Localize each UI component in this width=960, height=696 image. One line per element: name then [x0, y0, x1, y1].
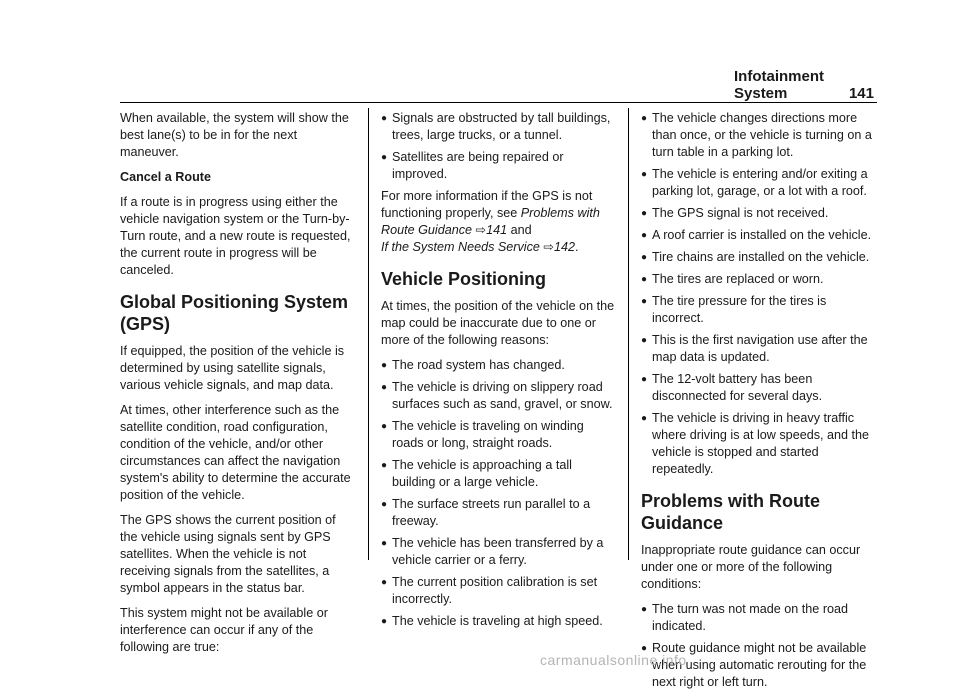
bullet-icon: ●	[641, 374, 648, 385]
bullet-icon: ●	[381, 152, 388, 163]
paragraph: At times, other interference such as the satellite condition, road configuration, condition of the vehicle, and/or other circumstances can affect the navigation system's ability to determine the accurate position of the vehicle.	[120, 403, 351, 502]
bullet-icon: ●	[641, 113, 648, 124]
list-item: ● The vehicle is driving on slippery road surfaces such as sand, gravel, or snow.	[381, 380, 613, 411]
paragraph: This system might not be available or interference can occur if any of the following are true:	[120, 606, 328, 654]
bullet-icon: ●	[381, 113, 388, 124]
list-item: ● Satellites are being repaired or improved.	[381, 150, 564, 181]
bullet-list	[381, 357, 617, 630]
list-item: ● The tires are replaced or worn.	[641, 272, 824, 286]
column-2	[381, 110, 617, 635]
list-item: ● The vehicle is driving in heavy traffic where driving is at low speeds, and the vehicle is stopped and started repeatedly.	[641, 411, 870, 476]
paragraph: If a route is in progress using either the vehicle navigation system or the Turn-by-Turn route, and a new route is requested, the current route in progress will be canceled.	[120, 195, 351, 277]
list-item: ● This is the first navigation use after the map data is updated.	[641, 333, 868, 364]
list-item: ● The tire pressure for the tires is incorrect.	[641, 294, 827, 325]
list-item: ● The surface streets run parallel to a freeway.	[381, 497, 591, 528]
bullet-icon: ●	[641, 252, 648, 263]
list-item: ● The vehicle is traveling on winding roads or long, straight roads.	[381, 419, 584, 450]
list-item: ● The turn was not made on the road indicated.	[641, 602, 849, 633]
page-ref[interactable]: 142	[553, 240, 575, 254]
bullet-list	[381, 110, 617, 183]
list-item: ● The GPS signal is not received.	[641, 206, 829, 220]
bullet-icon: ●	[641, 335, 648, 346]
list-item: ● The road system has changed.	[381, 358, 565, 372]
paragraph: When available, the system will show the best lane(s) to be in for the next maneuver.	[120, 111, 349, 159]
header-rule	[120, 102, 877, 103]
column-1	[120, 110, 356, 664]
heading-vehicle-positioning: Vehicle Positioning	[381, 269, 547, 289]
column-divider-1	[368, 108, 369, 560]
bullet-icon: ●	[381, 460, 388, 471]
list-item: ● Route guidance might not be available when using automatic rerouting for the next right or left turn.	[641, 641, 867, 689]
bullet-icon: ●	[381, 577, 388, 588]
watermark: carmanualsonline.info	[540, 652, 687, 668]
page-ref-arrow-icon: ⇨	[543, 240, 554, 254]
heading-gps: Global Positioning System (GPS)	[120, 292, 349, 334]
bullet-icon: ●	[641, 274, 648, 285]
column-3	[641, 110, 877, 696]
link-problems-route-guidance[interactable]: Problems with Route Guidance	[381, 206, 600, 237]
list-item: ● The vehicle is approaching a tall building or a large vehicle.	[381, 458, 572, 489]
heading-problems-route-guidance: Problems with Route Guidance	[641, 491, 821, 533]
list-item: ● The vehicle is traveling at high speed.	[381, 614, 603, 628]
paragraph-more-info: For more information if the GPS is not functioning properly, see Problems with Route Guidance ⇨141 and If the System Needs Service ⇨142.	[381, 189, 600, 254]
bullet-icon: ●	[381, 360, 388, 371]
paragraph: Inappropriate route guidance can occur under one or more of the following conditions:	[641, 543, 861, 591]
bullet-icon: ●	[381, 421, 388, 432]
list-item: ● Tire chains are installed on the vehicle.	[641, 250, 870, 264]
list-item: ● The vehicle has been transferred by a vehicle carrier or a ferry.	[381, 536, 604, 567]
page-ref[interactable]: 141	[486, 223, 508, 237]
paragraph: If equipped, the position of the vehicle is determined by using satellite signals, various vehicle signals, and map data.	[120, 344, 345, 392]
bullet-icon: ●	[641, 230, 648, 241]
section-title: Infotainment System	[734, 68, 824, 102]
page-number: 141	[848, 85, 874, 102]
bullet-icon: ●	[641, 296, 648, 307]
list-item: ● The vehicle is entering and/or exiting a parking lot, garage, or a lot with a roof.	[641, 167, 868, 198]
bullet-icon: ●	[641, 208, 648, 219]
page-ref-arrow-icon: ⇨	[475, 223, 487, 237]
bullet-icon: ●	[381, 499, 388, 510]
page-header	[734, 68, 874, 102]
bullet-icon: ●	[381, 382, 388, 393]
bullet-icon: ●	[641, 169, 648, 180]
bullet-icon: ●	[381, 538, 388, 549]
list-item: ● The 12-volt battery has been disconnected for several days.	[641, 372, 823, 403]
paragraph: At times, the position of the vehicle on the map could be inaccurate due to one or more of the following reasons:	[381, 299, 615, 347]
list-item: ● A roof carrier is installed on the vehicle.	[641, 228, 872, 242]
list-item: ● The current position calibration is set incorrectly.	[381, 575, 598, 606]
subheading-cancel-route: Cancel a Route	[120, 170, 211, 184]
bullet-list	[641, 110, 877, 478]
column-divider-2	[628, 108, 629, 560]
bullet-icon: ●	[641, 604, 648, 615]
list-item: ● Signals are obstructed by tall buildings, trees, large trucks, or a tunnel.	[381, 111, 611, 142]
bullet-icon: ●	[641, 413, 648, 424]
list-item: ● The vehicle changes directions more than once, or the vehicle is turning on a turn table in a parking lot.	[641, 111, 872, 159]
link-system-needs-service[interactable]: If the System Needs Service	[381, 240, 540, 254]
paragraph: The GPS shows the current position of the vehicle using signals sent by GPS satellites. When the vehicle is not receiving signals from the satellites, a symbol appears in the status bar.	[120, 513, 336, 595]
bullet-icon: ●	[641, 643, 648, 654]
bullet-icon: ●	[381, 616, 388, 627]
